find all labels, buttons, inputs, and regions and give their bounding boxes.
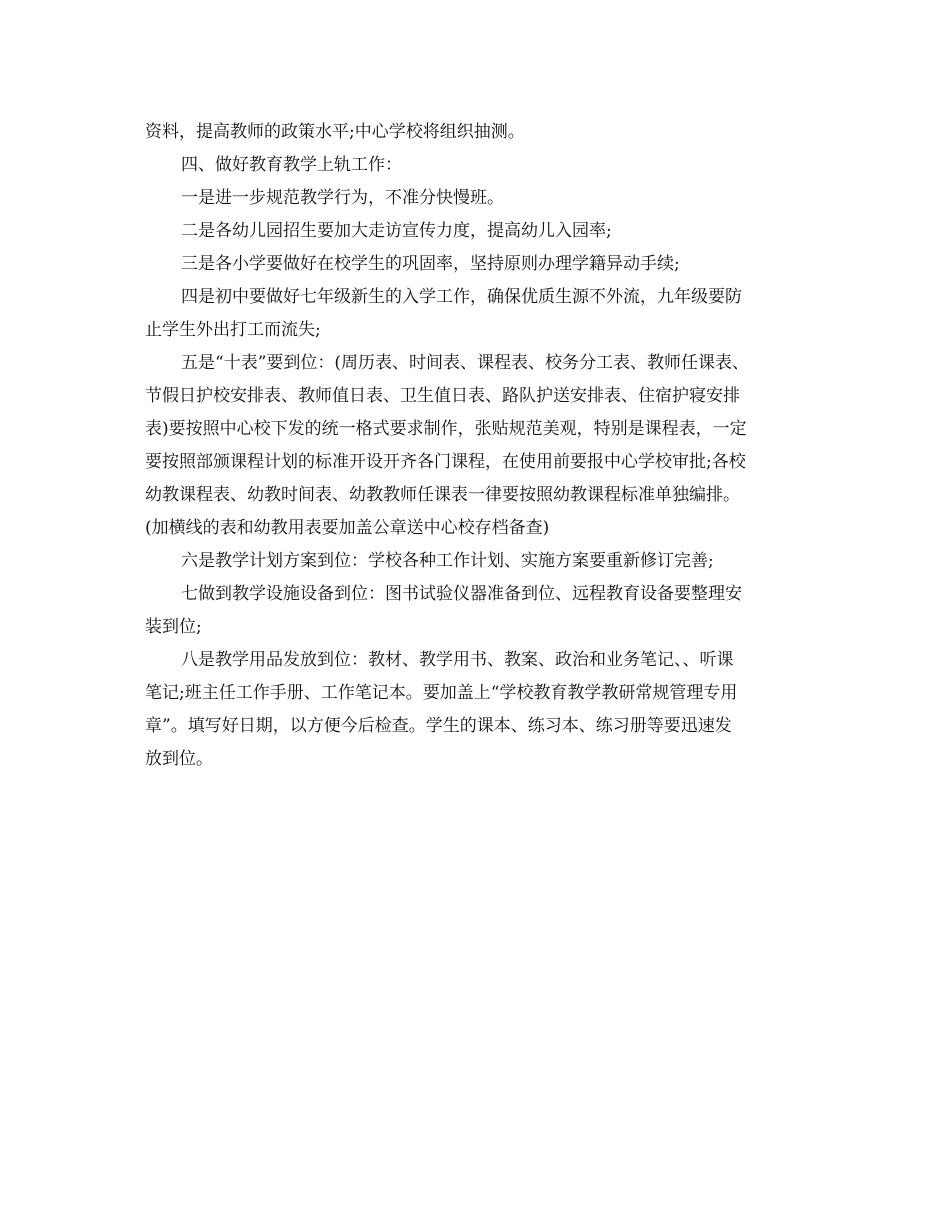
paragraph-9 [145,578,815,644]
paragraph-line: 五是“十表”要到位：(周历表、时间表、课程表、校务分工表、教师任课表、 [181,353,750,373]
paragraph-line: 八是教学用品发放到位：教材、教学用书、教案、政治和业务笔记、、听课 [181,650,734,670]
paragraph-line: 幼教课程表、幼教时间表、幼教教师任课表一律要按照幼教课程标准单独编排。 [145,485,740,505]
paragraph-6 [145,281,815,347]
paragraph-line: 六是教学计划方案到位：学校各种工作计划、实施方案要重新修订完善; [181,551,714,571]
paragraph-line: 三是各小学要做好在校学生的巩固率，坚持原则办理学籍异动手续; [181,254,680,274]
paragraph-3 [145,182,815,215]
paragraph-2-section-heading [145,149,815,182]
paragraph-line: 章”。填写好日期，以方便今后检查。学生的课本、练习本、练习册等要迅速发 [145,716,732,736]
paragraph-line: 表)要按照中心校下发的统一格式要求制作，张贴规范美观，特别是课程表，一定 [145,419,747,439]
paragraph-line: 二是各幼儿园招生要加大走访宣传力度，提高幼儿入园率; [181,221,612,241]
paragraph-line: 资料，提高教师的政策水平;中心学校将组织抽测。 [145,122,525,142]
paragraph-line: 放到位。 [145,749,213,769]
paragraph-line: 节假日护校安排表、教师值日表、卫生值日表、路队护送安排表、住宿护寝安排 [145,386,740,406]
paragraph-line: 四、做好教育教学上轨工作： [181,155,402,175]
paragraph-7 [145,347,815,545]
paragraph-line: 一是进一步规范教学行为，不准分快慢班。 [181,188,504,208]
paragraph-line: 要按照部颁课程计划的标准开设开齐各门课程，在使用前要报中心学校审批;各校 [145,452,746,472]
paragraph-line: 四是初中要做好七年级新生的入学工作，确保优质生源不外流，九年级要防 [181,287,742,307]
paragraph-5 [145,248,815,281]
paragraph-10 [145,644,815,776]
paragraph-4 [145,215,815,248]
paragraph-line: 七做到教学设施设备到位：图书试验仪器准备到位、远程教育设备要整理安 [181,584,742,604]
paragraph-line: 装到位; [145,617,202,637]
paragraph-line: 止学生外出打工而流失; [145,320,321,340]
paragraph-line: 笔记;班主任工作手册、工作笔记本。要加盖上“学校教育教学教研常规管理专用 [145,683,738,703]
document-body [145,116,815,776]
paragraph-line: (加横线的表和幼教用表要加盖公章送中心校存档备查) [145,518,550,538]
paragraph-1 [145,116,815,149]
paragraph-8 [145,545,815,578]
